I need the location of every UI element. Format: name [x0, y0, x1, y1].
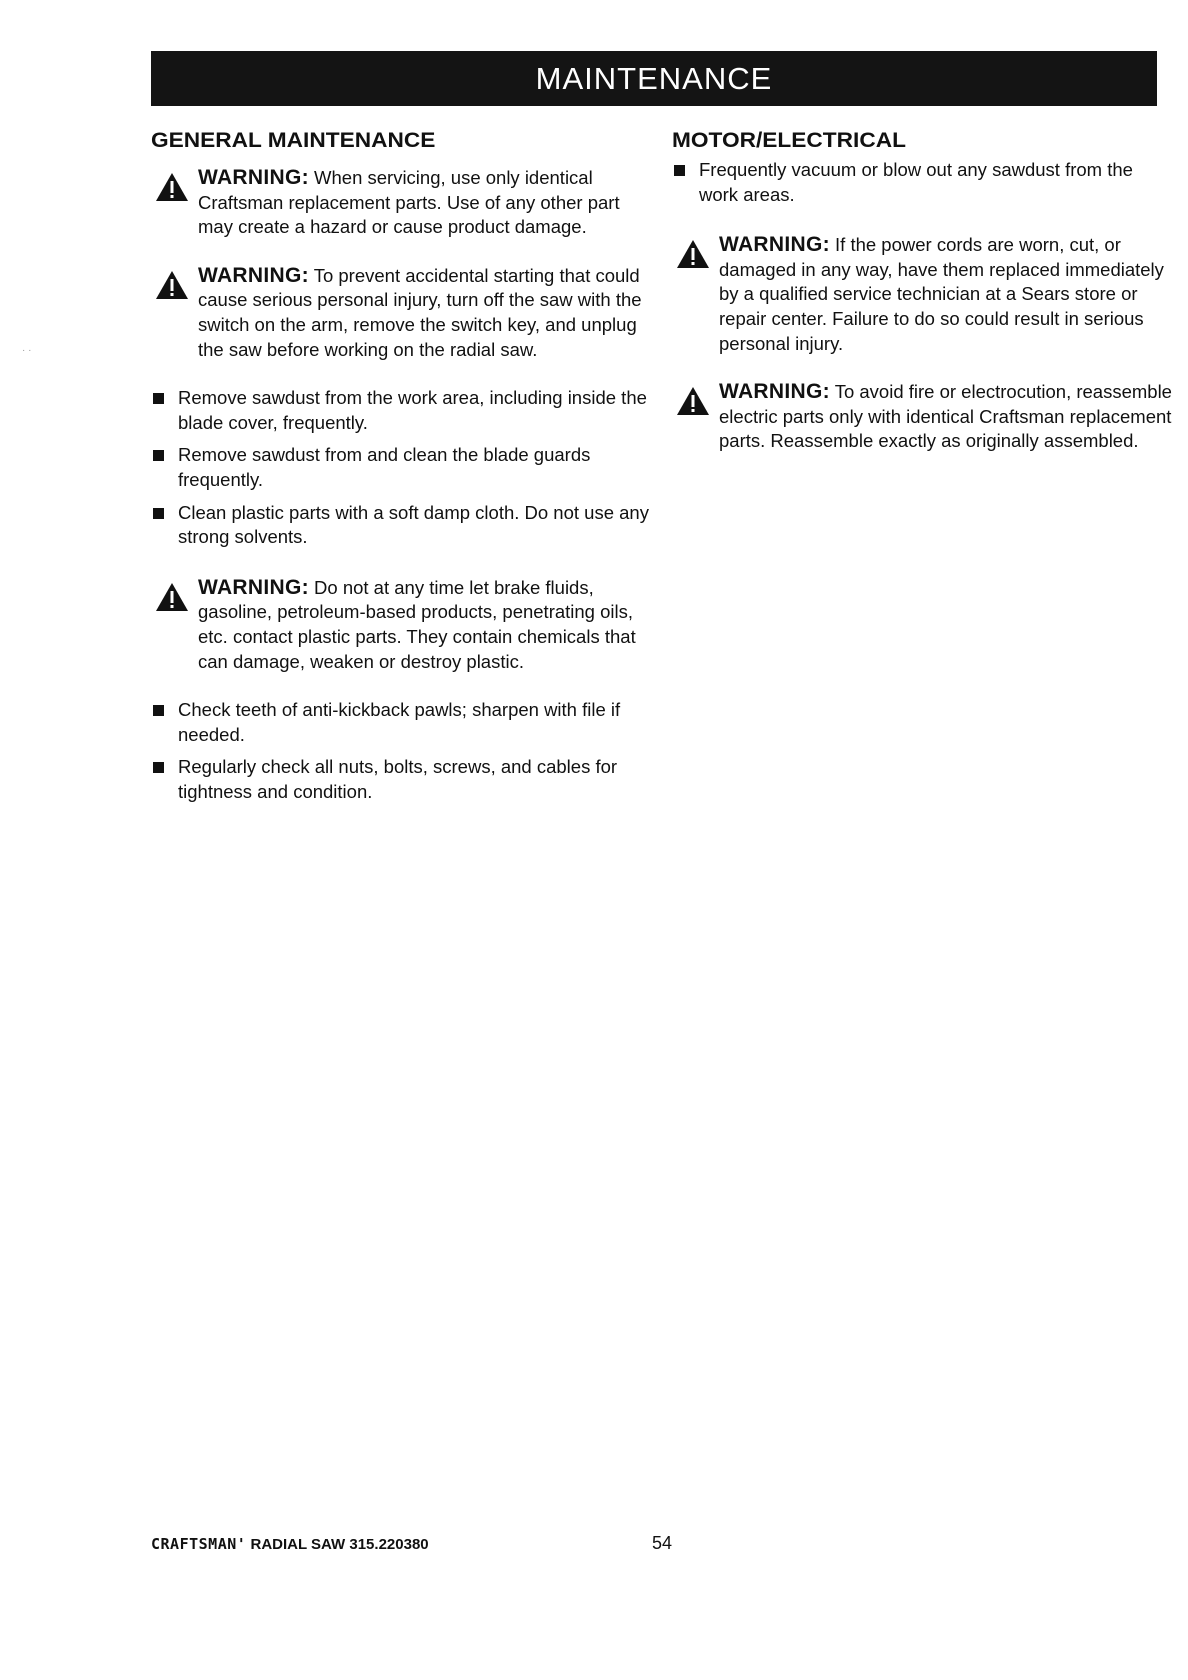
warning-block: [672, 380, 1172, 454]
brand-logo: CRAFTSMAN': [151, 1535, 247, 1553]
list-item-text: Clean plastic parts with a soft damp cloth. Do not use any strong solvents.: [178, 501, 649, 548]
warning-text: Do not at any time let brake fluids, gasoline, petroleum-based products, penetrating oils, etc. contact plastic parts. They contain chemicals that can damage, weaken or destroy plastic.: [198, 576, 636, 672]
warning-triangle-icon: [155, 270, 189, 300]
warning-block: [151, 576, 651, 674]
list-item: [151, 386, 651, 435]
list-item: [151, 698, 651, 747]
motor-electrical-column: [672, 128, 1172, 478]
warning-text: If the power cords are worn, cut, or damaged in any way, have them replaced immediately by a qualified service technician at a Sears store or repair center. Failure to do so could result in serious personal injury.: [719, 234, 1164, 354]
list-item-text: Frequently vacuum or blow out any sawdust from the work areas.: [699, 159, 1133, 205]
list-item-text: Regularly check all nuts, bolts, screws, and cables for tightness and condition.: [178, 756, 618, 802]
bullet-square-icon: [153, 450, 164, 461]
warning-label: WARNING:: [719, 233, 830, 257]
scan-artifact: · ·: [22, 345, 32, 356]
list-item: [151, 755, 651, 804]
general-maintenance-column: [151, 128, 651, 812]
warning-text: To prevent accidental starting that could cause serious personal injury, turn off the saw with the switch on the arm, remove the switch key, and unplug the saw before working on the radial saw.: [198, 264, 642, 360]
footer-product-line: [151, 1535, 429, 1553]
bullet-square-icon: [153, 508, 164, 519]
product-name: RADIAL SAW 315.220380: [250, 1536, 429, 1553]
bullet-square-icon: [674, 165, 685, 176]
bullet-square-icon: [153, 762, 164, 773]
warning-label: WARNING:: [719, 380, 830, 404]
list-item-text: Remove sawdust from and clean the blade guards frequently.: [178, 444, 591, 490]
section-banner: [151, 51, 1157, 106]
warning-text: When servicing, use only identical Craftsman replacement parts. Use of any other part may create a hazard or cause product damage.: [198, 167, 620, 238]
warning-triangle-icon: [676, 386, 710, 416]
list-item: [672, 158, 1172, 207]
list-item-text: Remove sawdust from the work area, including inside the blade cover, frequently.: [178, 387, 647, 433]
bullet-square-icon: [153, 705, 164, 716]
motor-electrical-heading: MOTOR/ELECTRICAL: [672, 129, 906, 152]
warning-triangle-icon: [155, 172, 189, 202]
warning-triangle-icon: [155, 582, 189, 612]
warning-label: WARNING:: [198, 575, 309, 599]
warning-label: WARNING:: [198, 263, 309, 287]
warning-block: [672, 233, 1172, 356]
warning-block: [151, 166, 651, 240]
banner-title: MAINTENANCE: [535, 61, 773, 96]
bullet-square-icon: [153, 393, 164, 404]
page-number: 54: [652, 1533, 673, 1553]
warning-label: WARNING:: [198, 166, 309, 189]
warning-block: [151, 264, 651, 362]
list-item: [151, 501, 651, 550]
warning-text: To avoid fire or electrocution, reassemble electric parts only with identical Craftsman replacement parts. Reassemble exactly as originally assembled.: [719, 381, 1172, 452]
list-item-text: Check teeth of anti-kickback pawls; sharpen with file if needed.: [178, 699, 621, 745]
general-maintenance-heading: GENERAL MAINTENANCE: [151, 129, 436, 152]
list-item: [151, 443, 651, 492]
warning-triangle-icon: [676, 239, 710, 269]
